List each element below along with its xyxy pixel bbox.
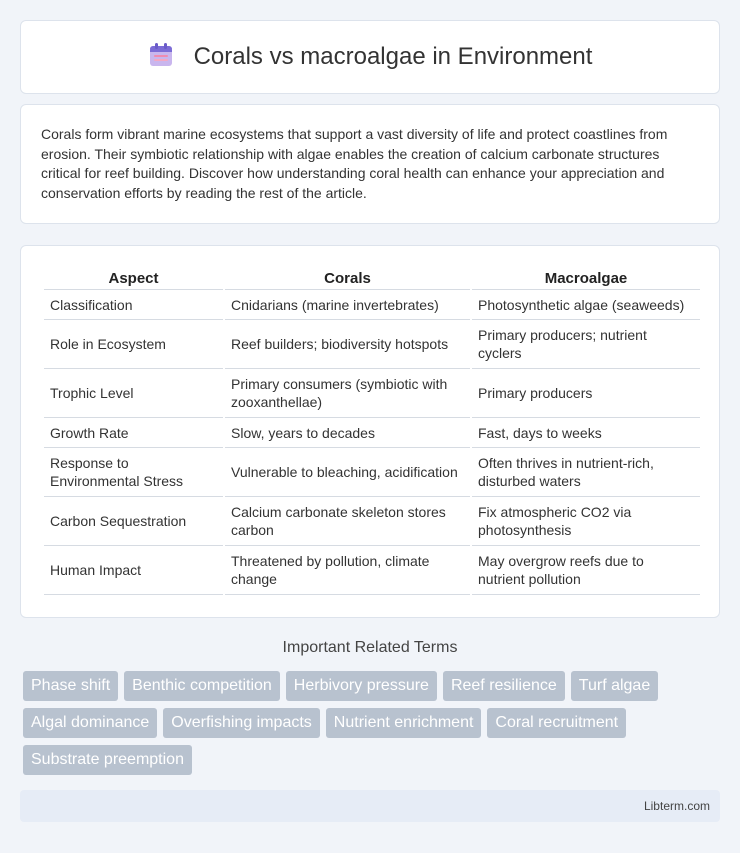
table-cell: Primary producers (472, 369, 700, 418)
column-header-macroalgae: Macroalgae (472, 266, 700, 290)
table-row (44, 448, 700, 497)
table-cell: Cnidarians (marine invertebrates) (225, 290, 470, 320)
related-terms-tags (23, 671, 723, 775)
table-cell: Fix atmospheric CO2 via photosynthesis (472, 497, 700, 546)
table-cell: Human Impact (44, 546, 223, 595)
intro-card (20, 104, 720, 224)
table-cell: May overgrow reefs due to nutrient pollution (472, 546, 700, 595)
table-row (44, 320, 700, 369)
tag-substrate-preemption[interactable]: Substrate preemption (23, 745, 192, 775)
table-cell: Carbon Sequestration (44, 497, 223, 546)
table-cell: Growth Rate (44, 418, 223, 448)
table-cell: Primary consumers (symbiotic with zooxanthellae) (225, 369, 470, 418)
table-cell: Primary producers; nutrient cyclers (472, 320, 700, 369)
tag-benthic-competition[interactable]: Benthic competition (124, 671, 280, 701)
tag-reef-resilience[interactable]: Reef resilience (443, 671, 565, 701)
table-cell: Calcium carbonate skeleton stores carbon (225, 497, 470, 546)
header-card (20, 20, 720, 94)
table-cell: Often thrives in nutrient-rich, disturbed waters (472, 448, 700, 497)
table-cell: Threatened by pollution, climate change (225, 546, 470, 595)
table-cell: Fast, days to weeks (472, 418, 700, 448)
table-row (44, 290, 700, 320)
calendar-icon (148, 42, 174, 73)
tag-herbivory-pressure[interactable]: Herbivory pressure (286, 671, 437, 701)
related-terms-title: Important Related Terms (282, 639, 458, 656)
column-header-corals: Corals (225, 266, 470, 290)
tag-phase-shift[interactable]: Phase shift (23, 671, 118, 701)
table-row (44, 546, 700, 595)
table-cell: Response to Environmental Stress (44, 448, 223, 497)
table-cell: Trophic Level (44, 369, 223, 418)
column-header-aspect: Aspect (44, 266, 223, 290)
table-row (44, 418, 700, 448)
table-cell: Slow, years to decades (225, 418, 470, 448)
footer-brand-link[interactable]: Libterm.com (643, 799, 710, 813)
table-cell: Vulnerable to bleaching, acidification (225, 448, 470, 497)
tag-algal-dominance[interactable]: Algal dominance (23, 708, 157, 738)
tag-nutrient-enrichment[interactable]: Nutrient enrichment (326, 708, 482, 738)
intro-text: Corals form vibrant marine ecosystems that support a vast diversity of life and protect coastlines from erosion. Their symbiotic relationship with algae enables the creation of calcium carbonate structures critical for reef building. Discover how understanding coral health can enhance your appreciation and conservation efforts by reading the rest of the article. (41, 126, 668, 201)
tag-coral-recruitment[interactable]: Coral recruitment (487, 708, 626, 738)
table-cell: Photosynthetic algae (seaweeds) (472, 290, 700, 320)
table-cell: Reef builders; biodiversity hotspots (225, 320, 470, 369)
footer (20, 790, 720, 822)
title-wrap (148, 42, 593, 73)
table-row (44, 497, 700, 546)
table-cell: Role in Ecosystem (44, 320, 223, 369)
page-title: Corals vs macroalgae in Environment (193, 43, 593, 70)
table-cell: Classification (44, 290, 223, 320)
comparison-table (42, 266, 702, 595)
tag-turf-algae[interactable]: Turf algae (571, 671, 658, 701)
tag-overfishing-impacts[interactable]: Overfishing impacts (163, 708, 320, 738)
comparison-table-card (20, 245, 720, 618)
table-header-row (44, 266, 700, 290)
table-row (44, 369, 700, 418)
